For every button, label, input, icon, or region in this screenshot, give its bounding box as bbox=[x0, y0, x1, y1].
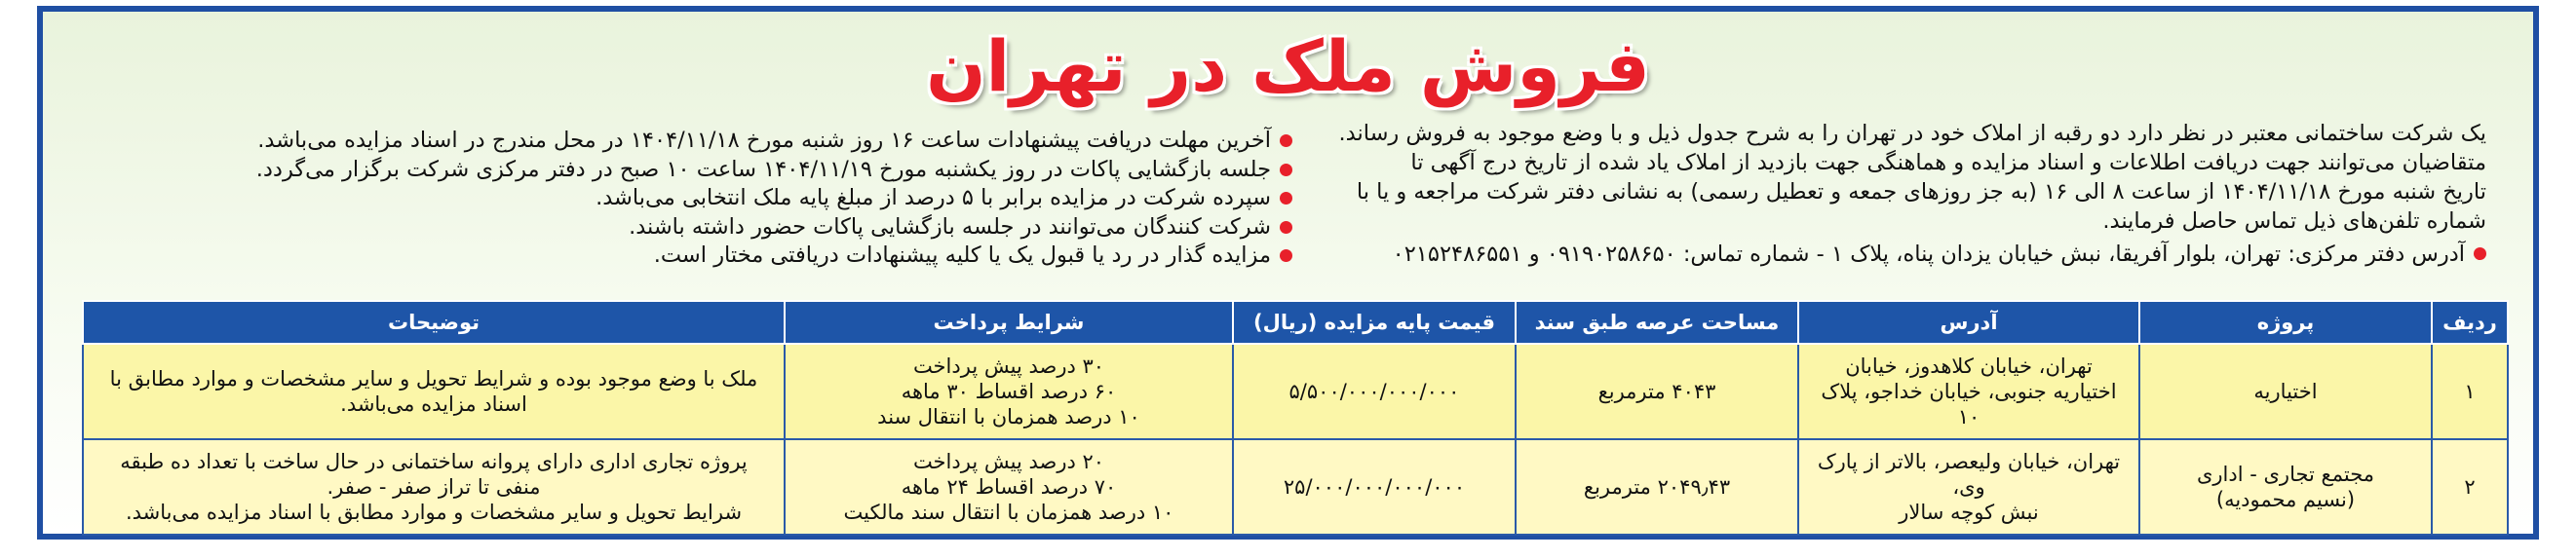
notes-line: پروژه تجاری اداری دارای پروانه ساختمانی در حال ساخت با تعداد ده طبقه bbox=[120, 450, 748, 473]
bullet-dot-icon bbox=[1280, 192, 1292, 205]
header-base-price: قیمت پایه مزایده (ریال) bbox=[1233, 301, 1516, 344]
cell-row-number: ۲ bbox=[2432, 439, 2508, 535]
notes-line: شرایط تحویل و سایر مشخصات و موارد مطابق با اسناد مزایده می‌باشد. bbox=[125, 501, 743, 524]
condition-text: سپرده شرکت در مزایده برابر با ۵ درصد از مبلغ پایه ملک انتخابی می‌باشد. bbox=[596, 185, 1271, 210]
header-row-number: ردیف bbox=[2432, 301, 2508, 344]
list-item bbox=[234, 156, 1292, 185]
header-address: آدرس bbox=[1798, 301, 2139, 344]
office-address-text: آدرس دفتر مرکزی: تهران، بلوار آفریقا، نبش خیابان یزدان پناه، پلاک ۱ - شماره تماس: ۰۹۱۹۰۲۵۸۶۵۰ و ۰۲۱۵۲۴۸۶۵۵۱ bbox=[1392, 242, 2465, 267]
cell-area: ۲۰۴۹٫۴۳ مترمربع bbox=[1516, 439, 1798, 535]
payment-line: ۱۰ درصد همزمان با انتقال سند مالکیت bbox=[843, 501, 1174, 524]
cell-address bbox=[1798, 344, 2139, 439]
header-payment-terms: شرایط پرداخت bbox=[785, 301, 1233, 344]
cell-payment-terms bbox=[785, 344, 1233, 439]
list-item bbox=[234, 184, 1292, 213]
cell-area: ۴۰۴۳ مترمربع bbox=[1516, 344, 1798, 439]
intro-line: یک شرکت ساختمانی معتبر در نظر دارد دو رقبه از املاک خود در تهران را به شرح جدول ذیل و با وضع موجود به فروش رساند. bbox=[1338, 121, 2486, 146]
notes-line: اسناد مزایده می‌باشد. bbox=[340, 392, 527, 416]
payment-line: ۲۰ درصد پیش پرداخت bbox=[912, 450, 1105, 473]
project-line: مجتمع تجاری - اداری bbox=[2196, 463, 2375, 486]
cell-notes bbox=[83, 344, 785, 439]
bullet-dot-icon bbox=[1280, 164, 1292, 176]
office-address bbox=[1307, 240, 2486, 269]
cell-base-price: ۲۵/۰۰۰/۰۰۰/۰۰۰/۰۰۰ bbox=[1233, 439, 1516, 535]
condition-text: آخرین مهلت دریافت پیشنهادات ساعت ۱۶ روز شنبه مورخ ۱۴۰۴/۱۱/۱۸ در محل مندرج در اسناد مزایده می‌باشد. bbox=[257, 128, 1271, 153]
intro-paragraph bbox=[1307, 119, 2486, 269]
list-item bbox=[234, 213, 1292, 242]
cell-address bbox=[1798, 439, 2139, 535]
cell-base-price: ۵/۵۰۰/۰۰۰/۰۰۰/۰۰۰ bbox=[1233, 344, 1516, 439]
address-line: نبش کوچه سالار bbox=[1899, 501, 2039, 524]
ad-title: فروش ملک در تهران bbox=[926, 25, 1650, 107]
properties-table bbox=[82, 300, 2509, 536]
table-header-row bbox=[83, 301, 2508, 344]
bullet-dot-icon bbox=[1280, 249, 1292, 262]
address-line: تهران، خیابان کلاهدوز، خیابان bbox=[1845, 354, 2093, 378]
condition-text: جلسه بازگشایی پاکات در روز یکشنبه مورخ ۱۴۰۴/۱۱/۱۹ ساعت ۱۰ صبح در دفتر مرکزی شرکت برگزار می‌گردد. bbox=[255, 156, 1271, 182]
cell-project: اختیاریه bbox=[2139, 344, 2432, 439]
cell-payment-terms bbox=[785, 439, 1233, 535]
intro-line: شماره تلفن‌های ذیل تماس حاصل فرمایند. bbox=[2102, 208, 2486, 234]
list-item bbox=[234, 127, 1292, 156]
ad-frame bbox=[37, 6, 2539, 540]
condition-text: مزایده گذار در رد یا قبول یک یا کلیه پیشنهادات دریافتی مختار است. bbox=[653, 242, 1271, 268]
header-notes: توضیحات bbox=[83, 301, 785, 344]
notes-line: ملک با وضع موجود بوده و شرایط تحویل و سایر مشخصات و موارد مطابق با bbox=[109, 367, 758, 391]
payment-line: ۱۰ درصد همزمان با انتقال سند bbox=[877, 405, 1140, 429]
payment-line: ۳۰ درصد پیش پرداخت bbox=[912, 354, 1105, 378]
cell-row-number: ۱ bbox=[2432, 344, 2508, 439]
list-item bbox=[234, 242, 1292, 271]
address-line: تهران، خیابان ولیعصر، بالاتر از پارک وی، bbox=[1817, 450, 2121, 499]
bullet-dot-icon bbox=[2474, 247, 2486, 260]
table-row bbox=[83, 439, 2508, 535]
header-project: پروژه bbox=[2139, 301, 2432, 344]
bullet-dot-icon bbox=[1280, 221, 1292, 234]
header-area: مساحت عرصه طبق سند bbox=[1516, 301, 1798, 344]
intro-line: تاریخ شنبه مورخ ۱۴۰۴/۱۱/۱۸ از ساعت ۸ الی ۱۶ (به جز روزهای جمعه و تعطیل رسمی) به نشانی دفتر شرکت مراجعه و یا با bbox=[1356, 179, 2486, 205]
payment-line: ۶۰ درصد اقساط ۳۰ ماهه bbox=[901, 380, 1117, 403]
bullet-dot-icon bbox=[1280, 134, 1292, 147]
address-line: اختیاریه جنوبی، خیابان خداجو، پلاک ۱۰ bbox=[1821, 380, 2117, 429]
condition-text: شرکت کنندگان می‌توانند در جلسه بازگشایی پاکات حضور داشته باشند. bbox=[629, 213, 1271, 240]
cell-project bbox=[2139, 439, 2432, 535]
table-row bbox=[83, 344, 2508, 439]
intro-line: متقاضیان می‌توانند جهت دریافت اطلاعات و اسناد مزایده و هماهنگی جهت بازدید از املاک یاد شده از تاریخ درج آگهی تا bbox=[1410, 150, 2486, 175]
payment-line: ۷۰ درصد اقساط ۲۴ ماهه bbox=[901, 475, 1117, 499]
conditions-list bbox=[234, 127, 1292, 271]
project-line: (نسیم محمودیه) bbox=[2215, 488, 2356, 511]
notes-line: منفی تا تراز صفر - صفر. bbox=[327, 475, 541, 499]
cell-notes bbox=[83, 439, 785, 535]
